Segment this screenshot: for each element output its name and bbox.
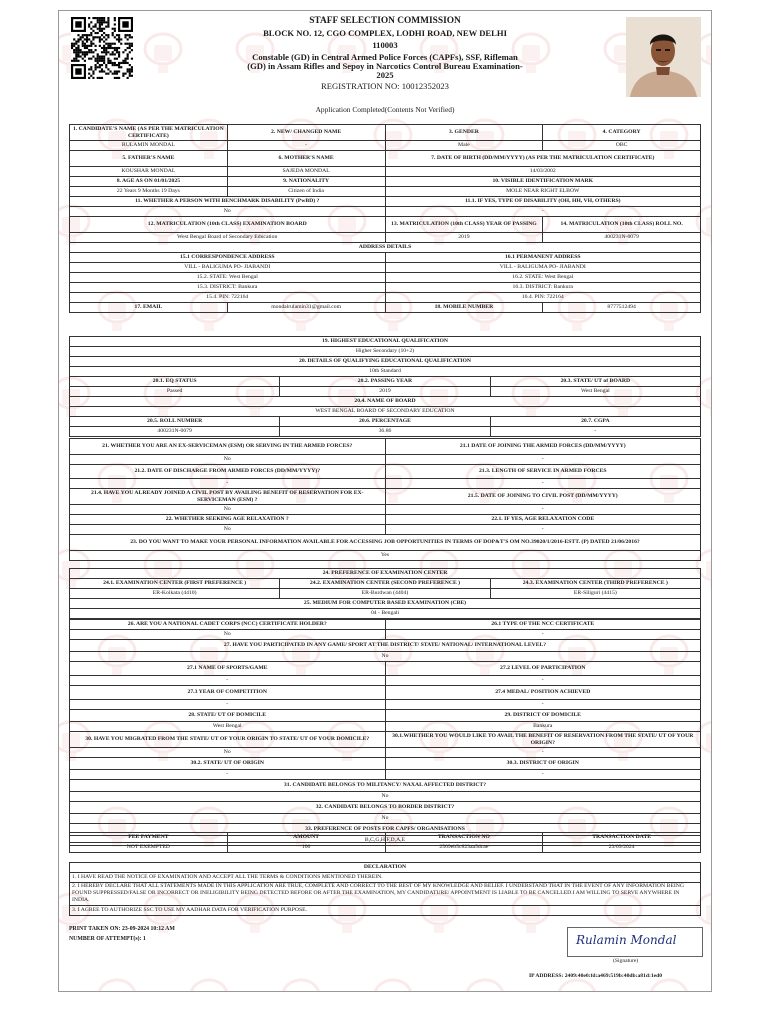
transaction-no-value: 2509eb5c823aa5dcae	[385, 843, 543, 853]
exam-title-line3: 2025	[376, 70, 394, 80]
domicile-state-label: 28. STATE/ UT OF DOMICILE	[70, 710, 386, 722]
civil-post-joining-label: 21.5. DATE OF JOINING TO CIVIL POST (DD/MM/YYYY)	[385, 489, 701, 505]
correspondence-pin: 15.4. PIN: 722164	[70, 293, 386, 303]
correspondence-state: 15.2. STATE: West Bengal	[70, 273, 386, 283]
roll-number-value: 400231N-0079	[70, 427, 280, 437]
competition-year-value: -	[70, 700, 386, 710]
dob-value: 14/03/2002	[385, 167, 701, 177]
amount-value: 100	[227, 843, 385, 853]
ncc-holder-value: No	[70, 630, 386, 640]
category-label: 4. CATEGORY	[543, 125, 701, 141]
declaration-point-3: 3. I AGREE TO AUTHORIZE SSC TO USE MY AADHAR DATA FOR VERIFICATION PURPOSE.	[70, 905, 701, 915]
permanent-state: 16.2. STATE: West Bengal	[385, 273, 701, 283]
armed-forces-joining-label: 21.1 DATE OF JOINING THE ARMED FORCES (DD/MM/YYYY)	[385, 439, 701, 455]
domicile-district-label: 29. DISTRICT OF DOMICILE	[385, 710, 701, 722]
candidate-name-value: RULAMIN MONDAL	[70, 141, 228, 151]
matric-roll-label: 14. MATRICULATION (10th CLASS) ROLL NO.	[543, 217, 701, 233]
origin-district-label: 30.3. DISTRICT OF ORIGIN	[385, 758, 701, 770]
fee-payment-table	[69, 832, 701, 853]
civil-post-value: No	[70, 505, 386, 515]
participation-level-label: 27.2 LEVEL OF PARTICIPATION	[385, 662, 701, 676]
mother-name-value: SAJEDA MONDAL	[227, 167, 385, 177]
signature-box	[567, 927, 703, 957]
competition-year-label: 27.3 YEAR OF COMPETITION	[70, 686, 386, 700]
registration-number: REGISTRATION NO: 10012352023	[321, 81, 449, 91]
armed-forces-joining-value: -	[385, 455, 701, 465]
identification-mark-label: 10. VISIBLE IDENTIFICATION MARK	[385, 177, 701, 187]
fee-payment-label: FEE PAYMENT	[70, 833, 228, 843]
naxal-district-label: 31. CANDIDATE BELONGS TO MILITANCY/ NAXAL AFFECTED DISTRICT?	[70, 780, 701, 792]
second-center-value: ER-Burdwan (4404)	[280, 589, 490, 599]
ncc-type-label: 26.1 TYPE OF THE NCC CERTIFICATE	[385, 620, 701, 630]
age-relaxation-code-label: 22.1. IF YES, AGE RELAXATION CODE	[385, 515, 701, 525]
board-name-value: WEST BENGAL BOARD OF SECONDARY EDUCATION	[70, 407, 701, 417]
matric-year-value: 2019	[385, 233, 543, 243]
sports-participation-value: No	[70, 652, 701, 662]
declaration-point-1: 1. I HAVE READ THE NOTICE OF EXAMINATION AND ACCEPT ALL THE TERMS & CONDITIONS MENTIONED THEREIN.	[70, 873, 701, 883]
participation-level-value: -	[385, 676, 701, 686]
disability-type-value: -	[385, 207, 701, 217]
third-center-label: 24.3. EXAMINATION CENTER (THIRD PREFERENCE )	[490, 579, 700, 589]
highest-qualification-label: 19. HIGHEST EDUCATIONAL QUALIFICATION	[70, 337, 701, 347]
ip-address: IP ADDRESS: 2409:40e0:fd:a469:519b:40db:a81d:1ed0	[529, 973, 663, 979]
exam-medium-value: 04 - Bengali	[70, 609, 701, 619]
permanent-address-value: VILL - BALIGUMA PO- JIABANDI	[385, 263, 701, 273]
sport-name-label: 27.1 NAME OF SPORTS/GAME	[70, 662, 386, 676]
ncc-holder-label: 26. ARE YOU A NATIONAL CADET CORPS (NCC) CERTIFICATE HOLDER?	[70, 620, 386, 630]
declaration-point-2: 2. I HEREBY DECLARE THAT ALL STATEMENTS MADE IN THIS APPLICATION ARE TRUE, COMPLETE AND CORRECT TO THE BEST OF MY KNOWLEDGE AND BELIEF. I UNDERSTAND THAT IN THE EVENT OF ANY INFORMATION BEING FOUND SUPPRESSED/FALSE OR INCORRECT OR INELIGIBILITY BEING DETECTED BEFORE OR AFTER THE EXAMINATION, MY CANDIDATURE/ APPOINTMENT IS LIABLE TO BE CANCELLED.I AM WILLING TO SERVE ANYWHERE IN INDIA.	[70, 883, 701, 906]
naxal-district-value: No	[70, 792, 701, 802]
cgpa-value: -	[490, 427, 700, 437]
nationality-value: Citizen of India	[227, 187, 385, 197]
job-info-sharing-label: 23. DO YOU WANT TO MAKE YOUR PERSONAL INFORMATION AVAILABLE FOR ACCESSING JOB OPPORTUNITIES IN TERMS OF DOP&T'S OM NO.39020/1/2016-ESTT. (P) DATED 21/06/2016?	[70, 535, 701, 551]
first-center-label: 24.1. EXAMINATION CENTER (FIRST PREFERENCE )	[70, 579, 280, 589]
age-relaxation-code-value: -	[385, 525, 701, 535]
percentage-label: 20.6. PERCENTAGE	[280, 417, 490, 427]
fee-payment-value: NOT EXEMPTED	[70, 843, 228, 853]
pwbd-value: No	[70, 207, 386, 217]
email-label: 17. EMAIL	[70, 303, 228, 313]
medal-label: 27.4 MEDAL/ POSITION ACHIEVED	[385, 686, 701, 700]
age-relaxation-label: 22. WHETHER SEEKING AGE RELAXATION ?	[70, 515, 386, 525]
sports-participation-label: 27. HAVE YOU PARTICIPATED IN ANY GAME/ SPORT AT THE DISTRICT/ STATE/ NATIONAL/ INTERNATIONAL LEVEL?	[70, 640, 701, 652]
declaration-title: DECLARATION	[70, 863, 701, 873]
category-value: OBC	[543, 141, 701, 151]
medal-value: -	[385, 700, 701, 710]
signature-caption: (Signature)	[613, 958, 639, 964]
domicile-state-value: West Bengal	[70, 722, 386, 732]
identification-mark-value: MOLE NEAR RIGHT ELBOW	[385, 187, 701, 197]
migration-label: 30. HAVE YOU MIGRATED FROM THE STATE/ UT OF YOUR ORIGIN TO STATE/ UT OF YOUR DOMICILE?	[70, 732, 386, 748]
print-timestamp: PRINT TAKEN ON: 23-09-2024 10:12 AM	[69, 926, 175, 932]
mother-name-label: 6. MOTHER'S NAME	[227, 151, 385, 167]
origin-state-value: -	[70, 770, 386, 780]
permanent-address-label: 16.1 PERMANENT ADDRESS	[385, 253, 701, 263]
org-address: BLOCK NO. 12, CGO COMPLEX, LODHI ROAD, NEW DELHI	[263, 28, 507, 38]
mobile-label: 18. MOBILE NUMBER	[385, 303, 543, 313]
email-value: mondalrulamin31@gmail.com	[227, 303, 385, 313]
age-relaxation-value: No	[70, 525, 386, 535]
border-district-label: 32. CANDIDATE BELONGS TO BORDER DISTRICT?	[70, 802, 701, 814]
address-section-title: ADDRESS DETAILS	[70, 243, 701, 253]
highest-qualification-value: Higher Secondary (10+2)	[70, 347, 701, 357]
exam-medium-label: 25. MEDIUM FOR COMPUTER BASED EXAMINATION (CBE)	[70, 599, 701, 609]
attempt-count: NUMBER OF ATTEMPT(s): 1	[69, 936, 146, 942]
qualifying-qualification-value: 10th Standard	[70, 367, 701, 377]
discharge-date-value: -	[70, 479, 386, 489]
correspondence-address-label: 15.1 CORRESPONDENCE ADDRESS	[70, 253, 386, 263]
age-label: 8. AGE AS ON 01/01/2025	[70, 177, 228, 187]
amount-label: AMOUNT	[227, 833, 385, 843]
migration-value: No	[70, 748, 386, 758]
correspondence-address-value: VILL - BALIGUMA PO- JIABANDI	[70, 263, 386, 273]
age-value: 22 Years 9 Months 19 Days	[70, 187, 228, 197]
father-name-value: KOUSHAR MONDAL	[70, 167, 228, 177]
qr-code	[71, 17, 133, 79]
ncc-sports-domicile-table	[69, 619, 701, 846]
civil-post-label: 21.4. HAVE YOU ALREADY JOINED A CIVIL POST BY AVAILING BENEFIT OF RESERVATION FOR EX-SERVICEMAN (ESM) ?	[70, 489, 386, 505]
service-length-label: 21.3. LENGTH OF SERVICE IN ARMED FORCES	[385, 465, 701, 479]
board-state-label: 20.3. STATE/ UT of BOARD	[490, 377, 700, 387]
transaction-date-label: TRANSACTION DATE	[543, 833, 701, 843]
pwbd-label: 11. WHETHER A PERSON WITH BENCHMARK DISABILITY (PwBD) ?	[70, 197, 386, 207]
exam-title-line1: Constable (GD) in Central Armed Police Forces (CAPFs), SSF, Rifleman	[252, 52, 518, 62]
percentage-value: 36.86	[280, 427, 490, 437]
application-sheet	[58, 10, 712, 992]
mobile-value: 8777512494	[543, 303, 701, 313]
origin-reservation-value: -	[385, 748, 701, 758]
matric-roll-value: 400231N-0079	[543, 233, 701, 243]
ex-serviceman-value: No	[70, 455, 386, 465]
post-preference-label: 33. PREFERENCE OF POSTS FOR CAPFS/ ORGANISATIONS	[70, 824, 701, 836]
candidate-photo	[626, 17, 701, 97]
eq-status-label: 20.1. EQ STATUS	[70, 377, 280, 387]
transaction-date-value: 23/09/2024	[543, 843, 701, 853]
gender-label: 3. GENDER	[385, 125, 543, 141]
permanent-district: 16.3. DISTRICT: Bankura	[385, 283, 701, 293]
passing-year-label: 20.2. PASSING YEAR	[280, 377, 490, 387]
third-center-value: ER-Siliguri (4415)	[490, 589, 700, 599]
post-preference-value: B,C,G,H,F,D,A,E	[70, 836, 701, 846]
transaction-no-label: TRANSACTION NO	[385, 833, 543, 843]
declaration-table	[69, 862, 701, 916]
civil-post-joining-value: -	[385, 505, 701, 515]
application-details-table	[69, 124, 701, 313]
qualification-table	[69, 336, 701, 437]
origin-district-value: -	[385, 770, 701, 780]
matric-year-label: 13. MATRICULATION (10th CLASS) YEAR OF PASSING	[385, 217, 543, 233]
qualifying-qualification-label: 20. DETAILS OF QUALIFYING EDUCATIONAL QUALIFICATION	[70, 357, 701, 367]
second-center-label: 24.2. EXAMINATION CENTER (SECOND PREFERENCE )	[280, 579, 490, 589]
signature-image: Rulamin Mondal	[576, 933, 677, 947]
discharge-date-label: 21.2. DATE OF DISCHARGE FROM ARMED FORCES (DD/MM/YYYY)?	[70, 465, 386, 479]
permanent-pin: 16.4. PIN: 722164	[385, 293, 701, 303]
father-name-label: 5. FATHER'S NAME	[70, 151, 228, 167]
domicile-district-value: Bankura	[385, 722, 701, 732]
passing-year-value: 2019	[280, 387, 490, 397]
candidate-name-label: 1. CANDIDATE'S NAME (AS PER THE MATRICULATION CERTIFICATE)	[70, 125, 228, 141]
org-title: STAFF SELECTION COMMISSION	[309, 16, 461, 26]
exam-center-table	[69, 568, 701, 619]
board-name-label: 20.4. NAME OF BOARD	[70, 397, 701, 407]
origin-reservation-label: 30.1.WHETHER YOU WOULD LIKE TO AVAIL THE BENEFIT OF RESERVATION FROM THE STATE/ UT OF YOUR ORIGIN?	[385, 732, 701, 748]
sport-name-value: -	[70, 676, 386, 686]
ex-serviceman-label: 21. WHETHER YOU ARE AN EX-SERVICEMAN (ESM) OR SERVING IN THE ARMED FORCES?	[70, 439, 386, 455]
ncc-type-value: -	[385, 630, 701, 640]
service-length-value: -	[385, 479, 701, 489]
exam-title-line2: (GD) in Assam Rifles and Sepoy in Narcotics Control Bureau Examination-	[247, 61, 523, 71]
roll-number-label: 20.5. ROLL NUMBER	[70, 417, 280, 427]
gender-value: Male	[385, 141, 543, 151]
nationality-label: 9. NATIONALITY	[227, 177, 385, 187]
dob-label: 7. DATE OF BIRTH (DD/MM/YYYY) (AS PER THE MATRICULATION CERTIFICATE)	[385, 151, 701, 167]
eq-status-value: Passed	[70, 387, 280, 397]
changed-name-label: 2. NEW/ CHANGED NAME	[227, 125, 385, 141]
border-district-value: No	[70, 814, 701, 824]
matric-board-label: 12. MATRICULATION (10th CLASS) EXAMINATION BOARD	[70, 217, 386, 233]
exam-center-preference-label: 24. PREFERENCE OF EXAMINATION CENTER	[70, 569, 701, 579]
org-pin: 110003	[372, 40, 398, 50]
board-state-value: West Bengal	[490, 387, 700, 397]
origin-state-label: 30.2. STATE/ UT OF ORIGIN	[70, 758, 386, 770]
application-status: Application Completed(Contents Not Verified)	[315, 105, 455, 114]
disability-type-label: 11.1. IF YES, TYPE OF DISABILITY (OH, HH, VH, OTHERS)	[385, 197, 701, 207]
matric-board-value: West Bengal Board of Secondary Education	[70, 233, 386, 243]
correspondence-district: 15.3. DISTRICT: Bankura	[70, 283, 386, 293]
service-table	[69, 438, 701, 561]
job-info-sharing-value: Yes	[70, 551, 701, 561]
first-center-value: ER-Kolkata (4410)	[70, 589, 280, 599]
cgpa-label: 20.7. CGPA	[490, 417, 700, 427]
changed-name-value: -	[227, 141, 385, 151]
